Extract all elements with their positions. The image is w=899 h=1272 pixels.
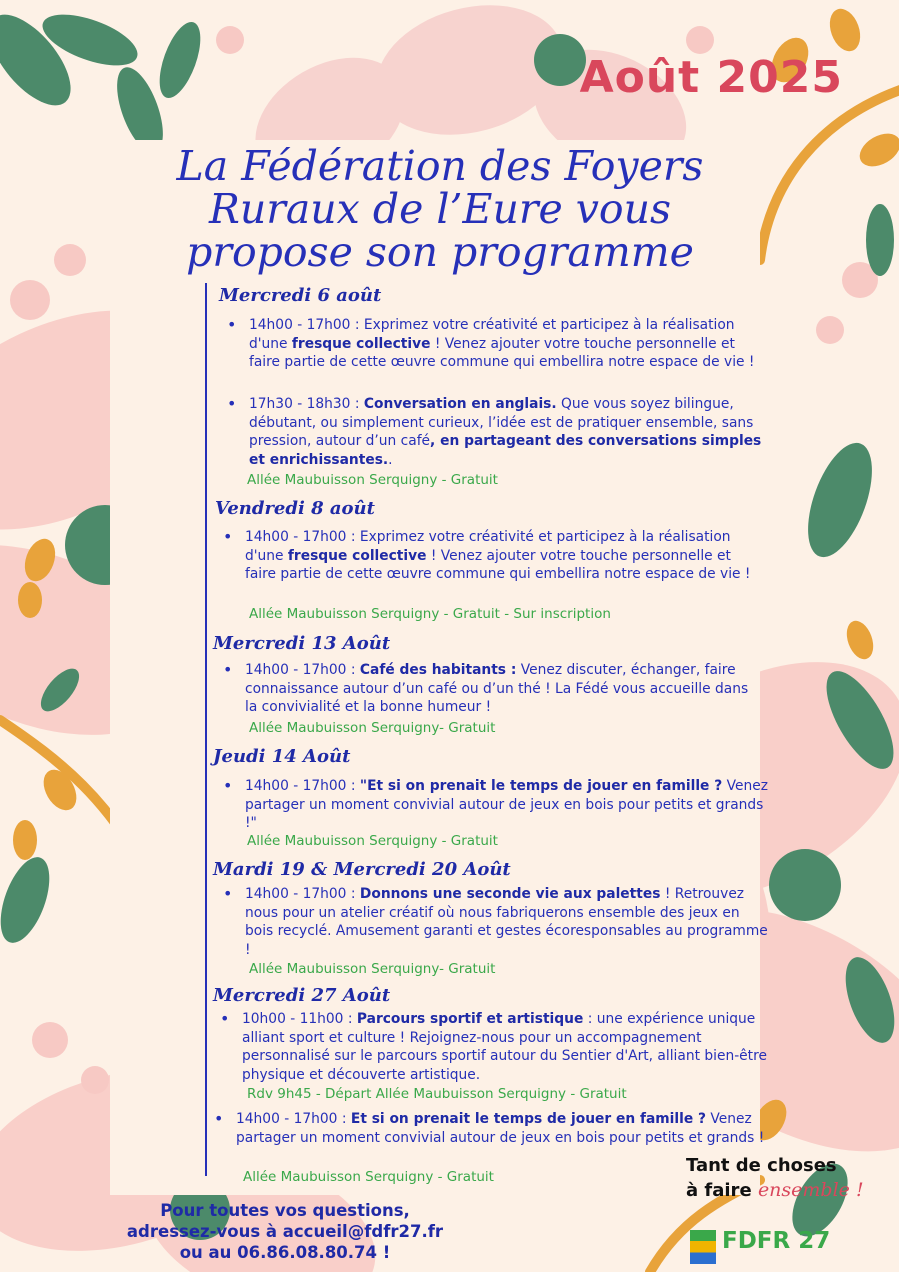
day-heading: Jeudi 14 Août — [213, 746, 351, 767]
contact-line: Pour toutes vos questions, — [160, 1201, 410, 1220]
day-heading: Mercredi 6 août — [219, 285, 382, 306]
event-item: • 14h00 - 17h00 : Et si on prenait le temps de jouer en famille ? Venez partager un moment convivial autour de jeux en bois pour petits et grands ! — [236, 1110, 766, 1147]
event-location: Allée Maubuisson Serquigny- Gratuit — [249, 720, 496, 736]
fdfr-logo-icon — [690, 1230, 716, 1264]
event-location: Allée Maubuisson Serquigny - Gratuit - Sur inscription — [249, 606, 611, 622]
event-item: • 10h00 - 11h00 : Parcours sportif et artistique : une expérience unique alliant sport et culture ! Rejoignez-nous pour un accompagnement personnalisé sur le parcours sportif autour du Sentier d'Art, alliant bien-être physique et découverte artistique. — [242, 1010, 767, 1084]
day-heading: Mercredi 27 Août — [213, 985, 391, 1006]
event-location: Allée Maubuisson Serquigny - Gratuit — [247, 833, 498, 849]
day-heading: Mercredi 13 Août — [213, 633, 391, 654]
month-title: Août 2025 — [579, 52, 843, 103]
tagline: Tant de choses à faire ensemble ! — [686, 1155, 864, 1201]
event-location: Allée Maubuisson Serquigny - Gratuit — [247, 472, 498, 488]
brand-block — [672, 1150, 882, 1268]
event-item: • 14h00 - 17h00 : Exprimez votre créativité et participez à la réalisation d'une fresque collective ! Venez ajouter votre touche personnelle et faire partie de cette œuvre commune qui embellira notre espace de vie ! — [249, 316, 764, 372]
contact-block — [100, 1200, 470, 1263]
event-item: • 14h00 - 17h00 : "Et si on prenait le temps de jouer en famille ? Venez partager un moment convivial autour de jeux en bois pour petits et grands !" — [245, 777, 775, 833]
event-item: • 14h00 - 17h00 : Exprimez votre créativité et participez à la réalisation d'une fresque collective ! Venez ajouter votre touche personnelle et faire partie de cette œuvre commune qui embellira notre espace de vie ! — [245, 528, 760, 584]
day-heading: Mardi 19 & Mercredi 20 Août — [213, 859, 511, 880]
event-item: • 14h00 - 17h00 : Donnons une seconde vie aux palettes ! Retrouvez nous pour un atelier créatif où nous fabriquerons ensemble des jeux en bois recyclé. Amusement garanti et gestes écoresponsables au programme ! — [245, 885, 770, 959]
event-location: Allée Maubuisson Serquigny - Gratuit — [243, 1169, 494, 1185]
day-heading: Vendredi 8 août — [215, 498, 375, 519]
event-item: • 14h00 - 17h00 : Café des habitants : Venez discuter, échanger, faire connaissance autour d’un café ou d’un thé ! La Fédé vous accueille dans la convivialité et la bonne humeur ! — [245, 661, 760, 717]
program-list — [205, 283, 768, 1185]
event-item: • 17h30 - 18h30 : Conversation en anglais. Que vous soyez bilingue, débutant, ou simplement curieux, l’idée est de pratiquer ensemble, sans pression, autour d’un café, en partageant des conversations simples et enrichissantes.. — [249, 395, 764, 469]
logo-text: FDFR 27 — [722, 1228, 831, 1254]
event-location: Allée Maubuisson Serquigny- Gratuit — [249, 961, 496, 977]
contact-email[interactable]: adressez-vous à accueil@fdfr27.fr — [126, 1222, 444, 1241]
contact-phone[interactable]: ou au 06.86.08.80.74 ! — [179, 1243, 391, 1262]
event-location: Rdv 9h45 - Départ Allée Maubuisson Serquigny - Gratuit — [247, 1086, 627, 1102]
page-title: La Fédération des Foyers Ruraux de l’Eure vous propose son programme — [176, 142, 704, 276]
